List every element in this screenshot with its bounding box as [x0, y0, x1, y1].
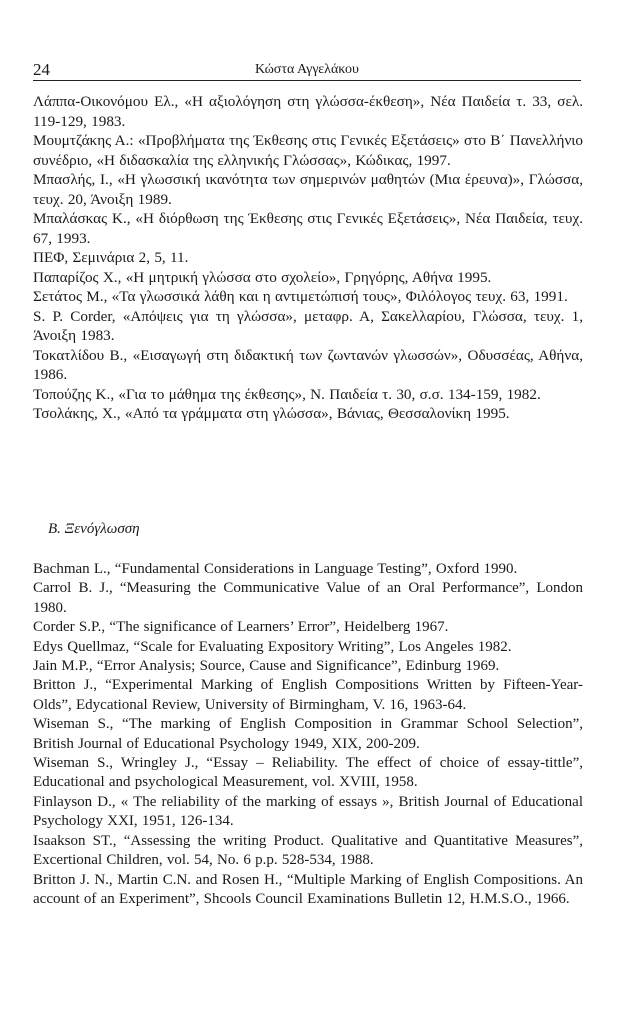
running-head: Κώστα Αγγελάκου: [254, 62, 359, 77]
page-header: [33, 60, 581, 81]
reference-entry: Μπαλάσκας Κ., «Η διόρθωση της Έκθεσης στις Γενικές Εξετάσεις», Νέα Παιδεία, τευχ. 67, 1993.: [33, 210, 583, 247]
reference-entry: Bachman L., “Fundamental Considerations in Language Testing”, Oxford 1990.: [33, 561, 518, 577]
reference-entry: ΠΕΦ, Σεμινάρια 2, 5, 11.: [33, 249, 189, 266]
reference-entry: Μπασλής, Ι., «Η γλωσσική ικανότητα των σημερινών μαθητών (Μια έρευνα)», Γλώσσα, τευχ. 20, Άνοιξη 1989.: [33, 171, 583, 208]
reference-entry: Wiseman S., Wringley J., “Essay – Reliability. The effect of choice of essay-tittle”, Educational and psychological Measurement, vol. XVIII, 1958.: [33, 755, 583, 791]
reference-entry: Λάππα-Οικονόμου Ελ., «Η αξιολόγηση στη γλώσσα-έκθεση», Νέα Παιδεία τ. 33, σελ. 119-129, 1983.: [33, 93, 583, 130]
reference-entry: Carrol B. J., “Measuring the Communicative Value of an Oral Performance”, London 1980.: [33, 580, 583, 616]
reference-entry: Τσολάκης, Χ., «Από τα γράμματα στη γλώσσα», Βάνιας, Θεσσαλονίκη 1995.: [33, 405, 510, 422]
greek-references-list: [33, 92, 583, 424]
reference-entry: Edys Quellmaz, “Scale for Evaluating Expository Writing”, Los Angeles 1982.: [33, 638, 512, 655]
reference-entry: Παπαρίζος Χ., «Η μητρική γλώσσα στο σχολείο», Γρηγόρης, Αθήνα 1995.: [33, 268, 492, 286]
reference-entry: Britton J., “Experimental Marking of English Compositions Written by Fifteen-Year-Olds”, Edycational Review, University of Birmingham, V. 16, 1963-64.: [33, 677, 583, 713]
reference-entry: S. P. Corder, «Απόψεις για τη γλώσσα», μεταφρ. Α, Σακελλαρίου, Γλώσσα, τευχ. 1, Άνοιξη 1983.: [33, 307, 583, 344]
page-number: 24: [33, 60, 50, 79]
reference-entry: Wiseman S., “The marking of English Composition in Grammar School Selection”, British Journal of Educational Psychology 1949, XIX, 200-209.: [33, 716, 583, 752]
reference-entry: Τοκατλίδου Β., «Εισαγωγή στη διδακτική των ζωντανών γλωσσών», Οδυσσέας, Αθήνα, 1986.: [33, 346, 583, 383]
reference-entry: Σετάτος Μ., «Τα γλωσσικά λάθη και η αντιμετώπισή τους», Φιλόλογος τευχ. 63, 1991.: [33, 288, 568, 305]
reference-entry: Τοπούζης Κ., «Για το μάθημα της έκθεσης», Ν. Παιδεία τ. 30, σ.σ. 134-159, 1982.: [33, 385, 541, 403]
reference-entry: Μουμτζάκης Α.: «Προβλήματα της Έκθεσης στις Γενικές Εξετάσεις» στο Β΄ Πανελλήνιο συνέδριο, «Η διδασκαλία της ελληνικής Γλώσσας», Κώδικας, 1997.: [33, 132, 583, 169]
reference-entry: Isaakson ST., “Assessing the writing Product. Qualitative and Quantitative Measures”, Excertional Children, vol. 54, No. 6 p.p. 528-534, 1988.: [33, 832, 583, 869]
section-heading-foreign: Β. Ξενόγλωσση: [48, 521, 140, 537]
reference-entry: Jain M.P., “Error Analysis; Source, Cause and Significance”, Edinburg 1969.: [33, 658, 500, 675]
foreign-references-list: [33, 560, 583, 909]
reference-entry: Corder S.P., “The significance of Learners’ Error”, Heidelberg 1967.: [33, 619, 449, 636]
reference-entry: Britton J. N., Martin C.N. and Rosen H., “Multiple Marking of English Compositions. An account of an Experiment”, Shcools Council Examinations Bulletin 12, H.M.S.O., 1966.: [33, 871, 583, 907]
reference-entry: Finlayson D., « The reliability of the marking of essays », British Journal of Educational Psychology XXI, 1951, 126-134.: [33, 793, 583, 830]
